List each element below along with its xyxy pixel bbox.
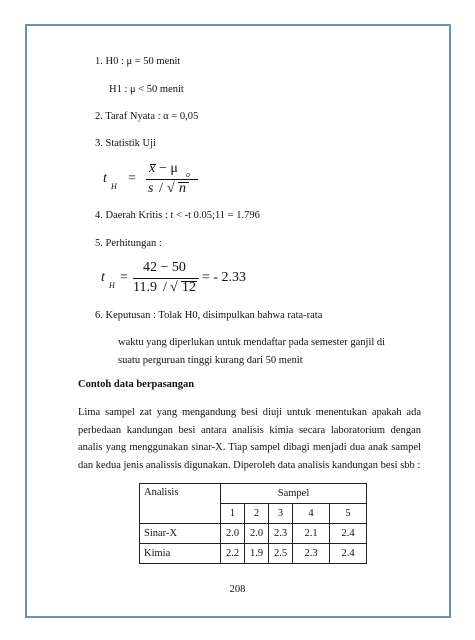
numerator-x: x [149,161,156,176]
denominator-n: n [179,181,186,196]
hypothesis-h0: 1. H0 : μ = 50 menit [95,56,181,67]
header-analisis: Analisis [140,484,221,524]
table-cell: 2.2 [221,544,245,564]
calculation-heading: 5. Perhitungan : [95,238,162,249]
decision: 6. Keputusan : Tolak H0, disimpulkan bahwa rata-rata [95,310,323,321]
sample-number: 4 [293,504,330,524]
calc-numerator: 42 − 50 [143,260,186,275]
data-table [139,483,367,564]
calc-denominator-a: 11.9 [133,280,157,295]
table-cell: 2.4 [330,524,367,544]
formula-lhs: t [103,171,107,186]
numerator-minus-mu: − μ [159,161,178,176]
table-cell: 1.9 [245,544,269,564]
page-number: 208 [229,584,246,595]
hypothesis-h1: H1 : μ < 50 menit [109,84,184,95]
sample-number: 5 [330,504,367,524]
sample-number: 2 [245,504,269,524]
table-cell: 2.3 [293,544,330,564]
test-statistic-formula [103,160,223,200]
sample-number: 3 [269,504,293,524]
decision-continued-line1: waktu yang diperlukan untuk mendaftar pada semester ganjil di [118,337,386,348]
numerator-subscript: o [186,170,190,179]
calc-denominator-root: √ [170,280,178,295]
calc-denominator-b: 12 [182,280,196,295]
calc-fraction-bar [133,278,199,279]
formula-equals: = [128,171,136,186]
table-row [140,544,367,564]
row-label: Kimia [140,544,221,564]
test-statistic-heading: 3. Statistik Uji [95,138,156,149]
calc-result: = - 2.33 [202,270,247,285]
row-label: Sinar-X [140,524,221,544]
table-header-row [140,484,367,504]
formula-lhs-subscript: H [111,182,117,191]
significance-level: 2. Taraf Nyata : α = 0,05 [95,111,199,122]
denominator-root: √ [167,181,175,196]
section-title: Contoh data berpasangan [78,379,195,390]
fraction-bar [146,179,198,180]
denominator-s: s [148,181,154,196]
body-paragraph: Lima sampel zat yang mengandung besi diuji untuk menentukan apakah ada perbedaan kandungan besi antara analisis kimia secara laboratorium dengan analis yang menggunakan sinar-X. Tiap sampel dibagi menjadi dua anak sampel dan kedua jenis analissis digunakan. Diperoleh data analisis kandungan besi sbb : [78,407,421,471]
calc-lhs: t [101,270,105,285]
table-cell: 2.0 [221,524,245,544]
decision-continued-line2: suatu perguruan tinggi kurang dari 50 menit [118,355,303,366]
calc-denominator-slash: / [163,280,167,295]
calculation-formula [101,260,271,300]
table-cell: 2.4 [330,544,367,564]
denominator-slash: / [159,181,163,196]
table-cell: 2.0 [245,524,269,544]
table-row [140,524,367,544]
table-cell: 2.5 [269,544,293,564]
calc-lhs-subscript: H [109,281,115,290]
header-sampel: Sampel [221,484,367,504]
sample-number: 1 [221,504,245,524]
calc-equals: = [120,270,128,285]
table-cell: 2.1 [293,524,330,544]
critical-region: 4. Daerah Kritis : t < -t 0.05;11 = 1.796 [95,210,260,221]
table-cell: 2.3 [269,524,293,544]
